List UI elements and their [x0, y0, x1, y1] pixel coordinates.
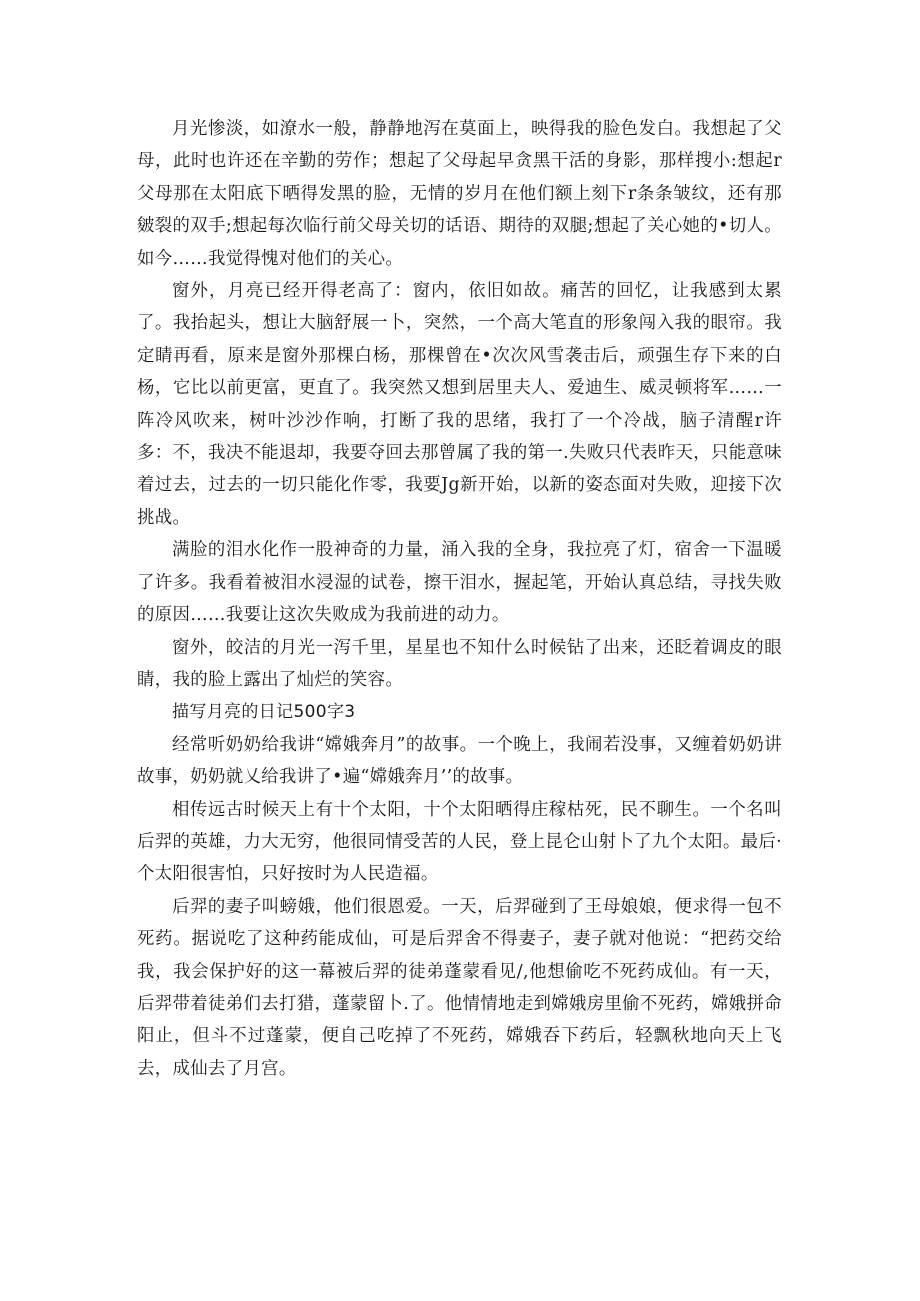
paragraph-moonlight-parents: 月光惨淡，如潦水一般，静静地泻在莫面上，映得我的脸色发白。我想起了父母，此时也许还在辛勤的劳作；想起了父母起早贪黑干活的身影，那样搜小:想起r父母那在太阳底下晒得发黑的脸，无情的岁月在他们额上刻下r条条皱纹，还有那皴裂的双手;想起每次临行前父母关切的话语、期待的双腿;想起了关心她的•切人。如今……我觉得愧对他们的关心。 [137, 119, 782, 269]
document-body [137, 113, 782, 1085]
section-heading: 描写月亮的日记500字3 [172, 702, 356, 723]
paragraph-tears-strength: 满脸的泪水化作一股神奇的力量，涌入我的全身，我拉亮了灯，宿舍一下温暖了许多。我看着被泪水浸湿的试卷，擦干泪水，握起笔，开始认真总结，寻找失败的原因……我要让这次失败成为我前进的动力。 [137, 540, 782, 626]
paragraph-grandma-story: 经常听奶奶给我讲“嫦娥奔月”的故事。一个晚上，我闹若没事，又缠着奶奶讲故事，奶奶就乂给我讲了•遍“嫦娥奔月’’的故事。 [137, 734, 782, 788]
paragraph-bright-moon: 窗外，皎洁的月光一泻千里，星星也不知什么时候钻了出来，还眨着调皮的眼睛，我的脸上露出了灿烂的笑容。 [137, 637, 782, 690]
paragraph-poplar-tree: 窗外，月亮已经开得老高了：窗内，依旧如故。痛苦的回忆，让我感到太累了。我抬起头，想让大脑舒展一卜，突然，一个高大笔直的形象闯入我的眼帘。我定睛再看，原来是窗外那棵白杨，那棵曾在•次次风雪袭击后，顽强生存下来的白杨，它比以前更富，更直了。我突然又想到居里夫人、爱迪生、威灵顿将军……一阵冷风吹来，树叶沙沙作响，打断了我的思绪，我打了一个冷战，脑子清醒r许多：不，我决不能退却，我要夺回去那曾属了我的第一.失败只代表昨天，只能意味着过去，过去的一切只能化作零，我要Jg新开始，以新的姿态面对失败，迎接下次挑战。 [137, 281, 782, 528]
paragraph-ten-suns: 相传远古时候天上有十个太阳，十个太阳晒得庄稼枯死，民不聊生。一个名叫后羿的英雄，力大无穷，他很同情受苦的人民，登上昆仑山射卜了九个太阳。最后·个太阳很害怕，只好按时为人民造福。 [137, 799, 782, 885]
paragraph-change-legend: 后羿的妻子叫螃娥，他们很恩爱。一天，后羿碰到了王母娘娘，便求得一包不死药。据说吃了这种药能成仙，可是后羿舍不得妻子，妻子就对他说：“把药交给我，我会保护好的这一幕被后羿的徒弟蓬蒙看见/,他想偷吃不死药成仙。有一天，后羿带着徒弟们去打猎，蓬蒙留卜.了。他情情地走到嫦娥房里偷不死药，嫦娥拼命阳止，但斗不过蓬蒙，便自己吃掉了不死药，嫦娥吞下药后，轻飘秋地向天上飞去，成仙去了月宫。 [137, 896, 782, 1079]
